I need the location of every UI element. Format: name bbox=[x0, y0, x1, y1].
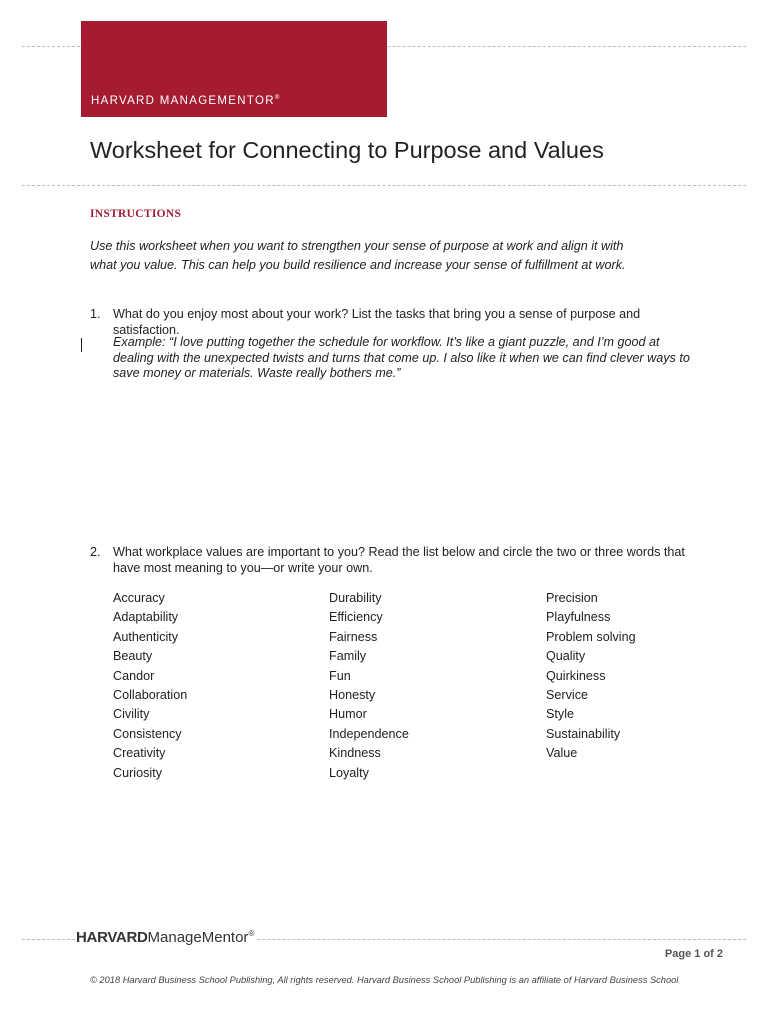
instructions-heading: INSTRUCTIONS bbox=[90, 208, 182, 220]
question-1-text: What do you enjoy most about your work? List the tasks that bring you a sense of purpose and satisfaction. bbox=[113, 307, 641, 337]
value-word: Quality bbox=[546, 649, 586, 664]
value-word: Creativity bbox=[113, 746, 166, 761]
copyright-notice: © 2018 Harvard Business School Publishing, All rights reserved. Harvard Business School Publishing is an affiliate of Harvard Business School bbox=[90, 975, 679, 985]
value-word: Candor bbox=[113, 668, 155, 683]
question-1-example[interactable]: Example: “I love putting together the schedule for workflow. It’s like a giant puzzle, and I’m good at dealing with the unexpected twists and turns that come up. I also like it when we can find clever ways to save money or materials. Waste really bothers me.” bbox=[113, 335, 690, 380]
value-word: Sustainability bbox=[546, 726, 621, 741]
page-number: Page 1 of 2 bbox=[664, 948, 723, 960]
banner-registered-mark: ® bbox=[274, 95, 280, 102]
instructions-text: Use this worksheet when you want to strengthen your sense of purpose at work and align it with what you value. This can help you build resilience and increase your sense of fulfillment at work. bbox=[90, 239, 626, 272]
value-word: Style bbox=[546, 707, 574, 722]
banner-brand-name bbox=[91, 95, 279, 107]
value-word: Fairness bbox=[329, 629, 378, 644]
value-word: Collaboration bbox=[113, 688, 188, 703]
footer-registered-mark: ® bbox=[248, 929, 255, 938]
value-word: Independence bbox=[329, 726, 409, 741]
text-cursor bbox=[81, 338, 82, 352]
value-word: Consistency bbox=[113, 726, 182, 741]
value-word: Precision bbox=[546, 591, 598, 605]
brand-banner bbox=[81, 21, 387, 117]
value-word: Adaptability bbox=[113, 610, 179, 625]
value-word: Quirkiness bbox=[546, 668, 606, 683]
value-word: Honesty bbox=[329, 688, 376, 703]
footer-logo-bold: HARVARD bbox=[76, 929, 148, 946]
question-2-text: What workplace values are important to you? Read the list below and circle the two or three words that have most meaning to you—or write your own. bbox=[113, 545, 685, 575]
value-word: Curiosity bbox=[113, 765, 162, 780]
banner-brand-text: HARVARD MANAGEMENTOR bbox=[91, 95, 275, 107]
value-word: Family bbox=[329, 649, 367, 664]
value-word: Humor bbox=[329, 707, 367, 722]
question-2-number: 2. bbox=[90, 545, 101, 559]
value-word: Efficiency bbox=[329, 610, 383, 625]
page-title: Worksheet for Connecting to Purpose and Values bbox=[90, 137, 604, 163]
value-word: Loyalty bbox=[329, 765, 369, 780]
values-column-3 bbox=[546, 589, 636, 764]
value-word: Service bbox=[546, 688, 588, 703]
question-1-number: 1. bbox=[90, 307, 101, 321]
value-word: Beauty bbox=[113, 649, 153, 664]
value-word: Value bbox=[546, 746, 578, 761]
value-word: Playfulness bbox=[546, 610, 611, 625]
value-word: Accuracy bbox=[113, 591, 165, 605]
value-word: Durability bbox=[329, 591, 382, 605]
title-dashed-divider bbox=[22, 185, 746, 186]
value-word: Fun bbox=[329, 668, 351, 683]
value-word: Problem solving bbox=[546, 629, 636, 644]
footer-logo bbox=[76, 929, 256, 946]
value-word: Kindness bbox=[329, 746, 381, 761]
values-column-2 bbox=[329, 589, 409, 783]
values-column-1 bbox=[113, 589, 187, 783]
value-word: Civility bbox=[113, 707, 150, 722]
value-word: Authenticity bbox=[113, 629, 179, 644]
footer-logo-regular: ManageMentor bbox=[147, 929, 249, 946]
